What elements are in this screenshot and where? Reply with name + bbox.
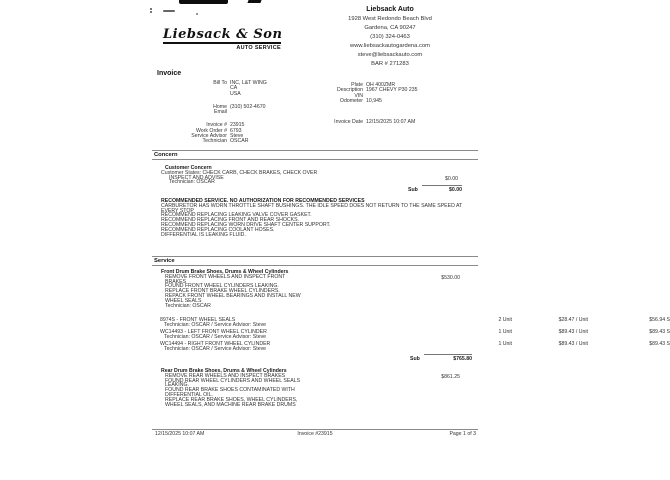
billto-row — [158, 139, 318, 144]
part-tech: Technician: OSCAR / Service Advisor: Steve — [164, 346, 267, 353]
spacer — [292, 104, 482, 120]
concern-section-header — [152, 150, 478, 160]
scan-artifact-dash — [163, 10, 175, 12]
recommended-line: DIFFERENTIAL IS LEAKING FLUID. — [161, 231, 246, 238]
part-name: 8974S - FRONT WHEEL SEALS — [160, 317, 236, 323]
part-name: WC14493 - LEFT FRONT WHEEL CYLINDER — [160, 329, 267, 335]
field-label: Technician — [202, 138, 227, 145]
concern-sub-label: Sub — [408, 187, 418, 193]
company-website: www.liebsackautogardena.com — [350, 43, 430, 49]
part-qty: 2 Unit — [498, 317, 512, 323]
field-label: Email — [214, 109, 227, 116]
field-label: Invoice Date — [334, 119, 363, 126]
field-label: Work Order # — [195, 127, 227, 134]
field-value: 10,945 — [366, 97, 382, 104]
field-label: Odometer — [339, 97, 363, 104]
footer-invoice-number: Invoice #23915 — [297, 431, 333, 437]
part-total: $89.43 S — [649, 329, 670, 335]
field-label: Bill To — [213, 80, 227, 86]
job-line: REPLACE FRONT BRAKE WHEEL CYLINDERS. — [165, 288, 280, 295]
recommended-line: RECOMMEND REPLACING COOLANT HOSES. — [161, 226, 275, 233]
concern-price: $0.00 — [445, 176, 458, 182]
field-value: 6793 — [230, 127, 242, 134]
part-total: $89.43 S — [649, 341, 670, 347]
job-line: REMOVE FRONT WHEELS AND INSPECT FRONT — [165, 273, 286, 280]
recommended-line: CARBURETOR HAS WORN THROTTLE SHAFT BUSHINGS. THE IDLE SPEED DOES NOT RETURN TO THE SAME SPEED AT — [161, 202, 463, 209]
footer-divider — [152, 429, 478, 430]
recommended-line: RECOMMEND REPLACING WORN DRIVE SHAFT CENTER SUPPORT. — [161, 221, 331, 228]
recommended-line: EVERY STOP — [161, 207, 194, 214]
service-section-header — [152, 256, 478, 266]
service-sub-label: Sub — [410, 356, 420, 362]
concern-section-title: Concern — [154, 152, 178, 158]
part-unit-price: $28.47 / Unit — [558, 317, 588, 323]
field-label: Service Advisor — [191, 133, 227, 140]
job-line: REMOVE REAR WHEELS AND INSPECT BRAKES — [165, 372, 286, 379]
divider — [152, 159, 478, 160]
rear-brake-heading: Rear Drum Brake Shoes, Drums & Wheel Cylinders — [161, 368, 287, 374]
concern-line: Technician: OSCAR — [169, 179, 215, 186]
company-address1: 1928 West Redondo Beach Blvd — [348, 16, 432, 22]
service-section-title: Service — [154, 258, 175, 264]
scan-artifact-bar — [179, 0, 228, 4]
invoice-title: Invoice — [157, 70, 182, 77]
scan-artifact-colon — [150, 8, 152, 10]
part-tech: Technician: OSCAR / Service Advisor: Steve — [164, 334, 267, 341]
concern-heading: Customer Concern — [165, 165, 212, 171]
field-value: USA — [230, 90, 241, 97]
job-line: DIFFERENTIAL OIL. — [165, 391, 213, 398]
part-qty: 1 Unit — [498, 329, 512, 335]
part-qty: 1 Unit — [498, 341, 512, 347]
concern-body — [161, 166, 401, 185]
company-phone: (310) 324-0463 — [370, 34, 410, 40]
invoice-date-row — [292, 120, 482, 125]
field-label — [158, 92, 230, 97]
recommended-line: RECOMMEND REPLACING FRONT AND REAR SHOCKS. — [161, 217, 299, 224]
divider — [152, 265, 478, 266]
front-brake-price: $530.00 — [441, 275, 460, 281]
company-name: Liebsack Auto — [366, 6, 414, 13]
recommended-heading: RECOMMENDED SERVICE. NO AUTHORIZATION FOR RECOMMENDED SERVICES — [161, 198, 365, 204]
service-sub-value: $765.80 — [424, 354, 472, 362]
job-line: REPACK FRONT WHEEL BEARINGS AND INSTALL NEW — [165, 292, 301, 299]
job-line: BRAKES — [165, 278, 187, 285]
field-value: 23915 — [230, 122, 245, 129]
field-value: OSCAR — [230, 138, 249, 145]
scan-artifact-mark — [247, 0, 261, 3]
field-value: OH 400ZMR — [366, 82, 396, 88]
logo-subtitle: AUTO SERVICE — [236, 45, 281, 51]
rear-brake-price: $861.25 — [441, 374, 460, 380]
field-label: Invoice # — [206, 122, 227, 129]
field-label: Plate — [351, 82, 363, 88]
job-line: REPLACE REAR BRAKE SHOES, WHEEL CYLINDERS, — [165, 396, 298, 403]
recommended-service — [161, 199, 478, 237]
part-unit-price: $89.43 / Unit — [558, 341, 588, 347]
field-value: INC, L&T WING — [230, 80, 267, 86]
footer-datetime: 12/15/2025 10:07 AM — [155, 431, 205, 437]
job-line: WHEEL SEALS, AND MACHINE REAR BRAKE DRUMS — [165, 401, 296, 408]
vehicle-block — [292, 83, 482, 125]
rear-brake-job — [161, 369, 401, 407]
job-line: FOUND REAR WHEEL CYLINDERS AND WHEEL SEALS — [165, 377, 301, 384]
field-value: 12/15/2025 10:07 AM — [366, 119, 416, 126]
part-unit-price: $89.43 / Unit — [558, 329, 588, 335]
part-row — [160, 317, 670, 329]
field-label: VIN — [354, 92, 363, 99]
job-line: FOUND FRONT WHEEL CYLINDERS LEAKING. — [165, 283, 279, 290]
part-tech: Technician: OSCAR / Service Advisor: Steve — [164, 322, 267, 329]
front-brake-job — [161, 270, 401, 308]
logo-underline — [163, 42, 281, 44]
company-logo — [163, 27, 281, 51]
field-label: Description — [337, 87, 363, 94]
logo-script-text: Liebsack & Son — [163, 27, 283, 42]
company-info — [310, 6, 470, 69]
concern-sub-value: $0.00 — [422, 185, 462, 193]
scan-artifact-dot — [196, 13, 198, 15]
field-label: Home — [213, 103, 227, 110]
concern-line: INSPECT AND ADVISE — [169, 174, 224, 181]
field-value: (310) 502-4670 — [230, 103, 266, 110]
company-address2: Gardena, CA 90247 — [364, 25, 416, 31]
part-name: WC14494 - RIGHT FRONT WHEEL CYLINDER — [160, 341, 271, 347]
field-value: 1967 CHEVY P30 235 — [366, 87, 418, 94]
front-brake-heading: Front Drum Brake Shoes, Drums & Wheel Cylinders — [161, 269, 289, 275]
job-line: FOUND REAR BRAKE SHOES CONTAMINATED WITH — [165, 387, 295, 394]
company-bar-number: BAR # 271283 — [371, 61, 409, 67]
recommended-line: RECOMMEND REPLACING LEAKING VALVE COVER GASKET. — [161, 212, 312, 219]
concern-line: Customer States: CHECK CARB, CHECK BRAKES, CHECK OVER — [161, 169, 318, 176]
field-value: CA — [230, 85, 238, 92]
footer-page-number: Page 1 of 3 — [449, 431, 476, 437]
part-total: $56.94 S — [649, 317, 670, 323]
company-email: steve@liebsackauto.com — [357, 52, 423, 58]
job-line: LEAKING. — [165, 382, 189, 389]
job-line: Technician: OSCAR — [165, 302, 211, 309]
part-row — [160, 329, 670, 341]
field-value: Steve — [230, 133, 244, 140]
part-row — [160, 341, 670, 353]
job-line: WHEEL SEALS — [165, 297, 202, 304]
